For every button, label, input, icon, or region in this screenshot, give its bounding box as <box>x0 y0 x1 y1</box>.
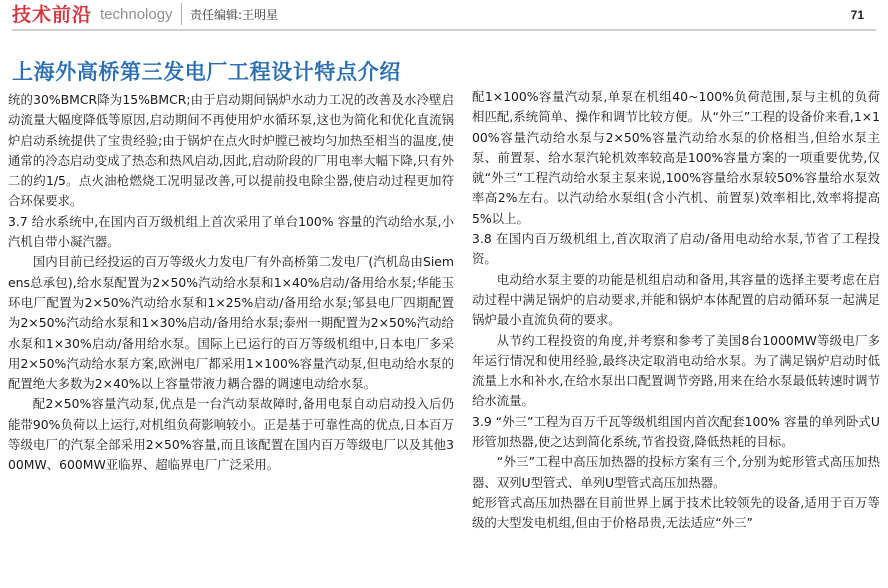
section-heading-3-7: 3.7 给水系统中,在国内百万级机组上首次采用了单台100% 容量的汽动给水泵,小汽机自带小凝汽器。 <box>8 213 454 250</box>
section-heading-3-9: 3.9 “外三”工程为百万千瓦等级机组国内首次配套100% 容量的单列卧式U形管加热器,使之达到简化系统,节省投资,降低热耗的目标。 <box>472 413 880 450</box>
paragraph: 配1×100%容量汽动泵,单泵在机组40~100%负荷范围,泵与主机的负荷相匹配,系统简单、操作和调节比较方便。从“外三”工程的设备价来看,1×100%容量汽动给水泵与2×50%容量汽动给水泵的价格相当,但给水泵主泵、前置泵、给水泵汽轮机效率较高是100%容量方案的一项重要优势,仅就“外三”工程汽动给水泵主泵来说,100%容量给水泵较50%容量给水泵效率高2%左右。以汽动给水泵组(含小汽机、前置泵)效率相比,效率将提高5%以上。 <box>472 89 880 226</box>
paragraph: 电动给水泵主要的功能是机组启动和备用,其容量的选择主要考虑在启动过程中满足锅炉的启动要求,并能和锅炉本体配置的启动循环泵一起满足锅炉最小直流负荷的要求。 <box>472 271 880 328</box>
page-header <box>0 0 888 30</box>
paragraph: “外三”工程中高压加热器的投标方案有三个,分别为蛇形管式高压加热器、双列U型管式、单列U型管式高压加热器。 <box>472 454 880 490</box>
right-column <box>472 87 880 534</box>
page-number: 71 <box>850 8 864 22</box>
header-divider <box>181 3 182 25</box>
paragraph: 从节约工程投资的角度,并考察和参考了美国8台1000MW等级电厂多年运行情况和使用经验,最终决定取消电动给水泵。为了满足锅炉启动时低流量上水和补水,在给水泵出口配置调节旁路,用来在给水泵最低转速时调节给水流量。 <box>472 332 880 409</box>
column-brand: 技术前沿 <box>12 4 93 26</box>
paragraph: 配2×50%容量汽动泵,优点是一台汽动泵故障时,备用电泵自动启动投入后仍能带90%负荷以上运行,对机组负荷影响较小。正是基于可靠性高的优点,日本百万等级电厂的汽泵全部采用2×50%容量,而且该配置在国内百万等级电厂以及其他300MW、600MW亚临界、超临界电厂广泛采用。 <box>8 396 454 473</box>
article-title: 上海外高桥第三发电厂工程设计特点介绍 <box>12 60 401 85</box>
header-rule <box>12 29 876 31</box>
paragraph: 国内目前已经投运的百万等级火力发电厂有外高桥第二发电厂(汽机岛由Siemens总承包),给水泵配置为2×50%汽动给水泵和1×40%启动/备用给水泵;华能玉环电厂配置为2×50%汽动给水泵和1×25%启动/备用给水泵;邹县电厂四期配置为2×50%汽动给水泵和1×30%启动/备用给水泵;泰州一期配置为2×50%汽动给水泵和1×30%启动/备用给水泵。国际上已运行的百万等级机组中,日本电厂多采用2×50%汽动给水泵方案,欧洲电厂都采用1×100%容量汽动泵,但电动给水泵的配置绝大多数为2×40%以上容量带液力耦合器的调速电动给水泵。 <box>8 254 454 392</box>
left-column <box>8 90 454 476</box>
paragraph: 蛇形管式高压加热器在目前世界上属于技术比较领先的设备,适用于百万等级的大型发电机组,但由于价格昂贵,无法适应“外三” <box>472 494 880 531</box>
section-heading-3-8: 3.8 在国内百万级机组上,首次取消了启动/备用电动给水泵,节省了工程投资。 <box>472 231 880 267</box>
paragraph: 统的30%BMCR降为15%BMCR;由于启动期间锅炉水动力工况的改善及水冷壁启动流量大幅度降低等原因,启动期间不再使用炉水循环泵,这也为简化和优化直流锅炉启动系统提供了宝贵经验;由于锅炉在点火时炉膛已被均匀加热至相当的温度,使通常的冷态启动变成了热态和热风启动,因此,启动阶段的厂用电率大幅下降,只有外二的约1/5。点火油枪燃烧工况明显改善,可以提前投电除尘器,使启动过程更加符合环保要求。 <box>8 92 454 209</box>
editor-credit: 责任编辑:王明星 <box>190 8 279 22</box>
column-brand-english: technology <box>100 6 173 23</box>
